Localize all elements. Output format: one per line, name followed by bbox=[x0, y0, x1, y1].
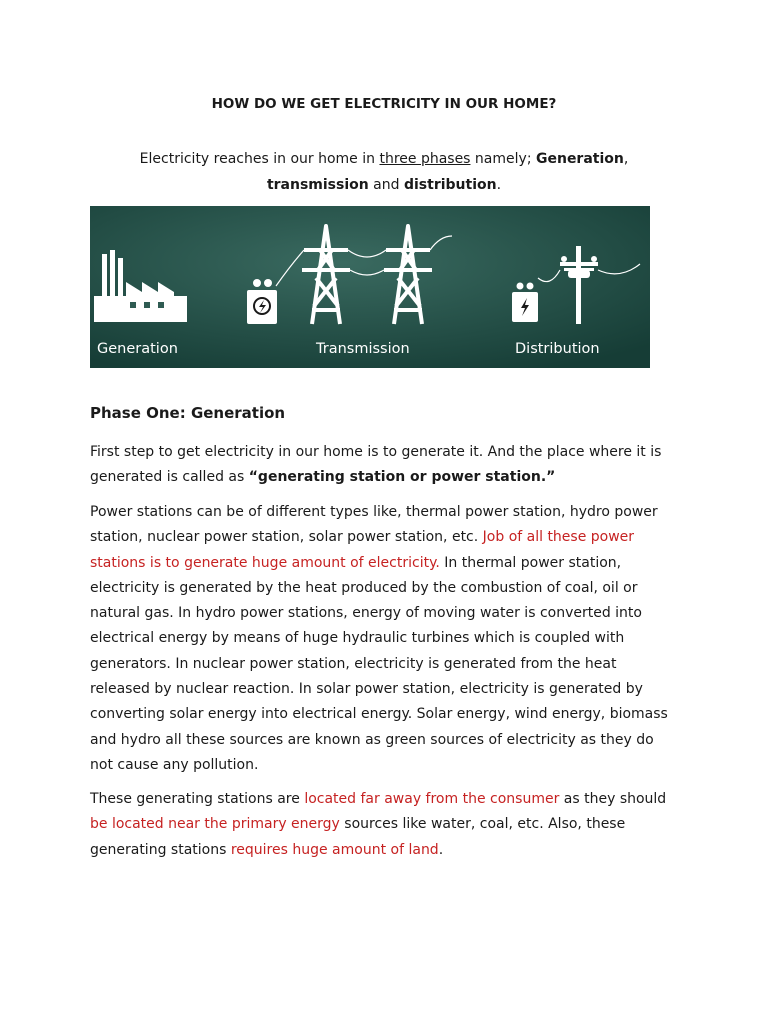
label-generation: Generation bbox=[97, 341, 178, 357]
section-heading: Phase One: Generation bbox=[90, 404, 286, 422]
paragraph-text: as they should bbox=[559, 791, 667, 807]
intro-paragraph bbox=[90, 146, 678, 198]
highlighted-text: Job of all these power stations is to generate huge amount of electricity. bbox=[90, 529, 635, 571]
highlighted-text: located far away from the consumer bbox=[304, 791, 560, 807]
label-transmission: Transmission bbox=[316, 341, 410, 357]
document-title: HOW DO WE GET ELECTRICITY IN OUR HOME? bbox=[211, 96, 557, 112]
paragraph bbox=[90, 440, 680, 491]
intro-text: Electricity reaches in our home in bbox=[139, 151, 380, 167]
three-phases-link: three phases bbox=[379, 151, 471, 167]
intro-text: and bbox=[368, 177, 404, 193]
intro-text: namely; bbox=[470, 151, 536, 167]
paragraph-text: In thermal power station, electricity is generated by the heat produced by the combustion of coal, oil or natural gas. In hydro power stations, energy of moving water is converted into electrical energy by means of huge hydraulic turbines which is coupled with generators. In nuclear power station, electricity is generated from the heat released by nuclear reaction. In solar power station, electricity is generated by converting solar energy into electrical energy. Solar energy, wind energy, biomass and hydro all these sources are known as green sources of electricity as they do not cause any pollution. bbox=[90, 554, 668, 773]
paragraph-text: sources like water, coal, etc. Also, these generating stations bbox=[90, 816, 626, 858]
transmission-term: transmission bbox=[266, 177, 369, 193]
highlighted-text: requires huge amount of land bbox=[230, 841, 439, 858]
paragraph-text: These generating stations are bbox=[90, 791, 305, 807]
paragraph-text: . bbox=[438, 841, 444, 858]
paragraph bbox=[90, 500, 680, 778]
banner-illustration bbox=[90, 206, 650, 368]
paragraph-text: First step to get electricity in our home is to generate it. And the place where it is generated is called as bbox=[90, 444, 662, 486]
intro-text: , bbox=[623, 151, 629, 167]
generation-term: Generation bbox=[535, 151, 624, 167]
highlighted-text: be located near the primary energy bbox=[90, 816, 340, 833]
paragraph-text: Power stations can be of different types like, thermal power station, hydro power station, nuclear power station, solar power station, etc. bbox=[90, 504, 658, 546]
distribution-term: distribution bbox=[403, 177, 497, 193]
label-distribution: Distribution bbox=[515, 341, 600, 357]
electricity-phases-banner bbox=[90, 206, 650, 368]
intro-text: . bbox=[496, 177, 502, 193]
bold-term: “generating station or power station.” bbox=[248, 469, 556, 486]
paragraph bbox=[90, 787, 680, 863]
